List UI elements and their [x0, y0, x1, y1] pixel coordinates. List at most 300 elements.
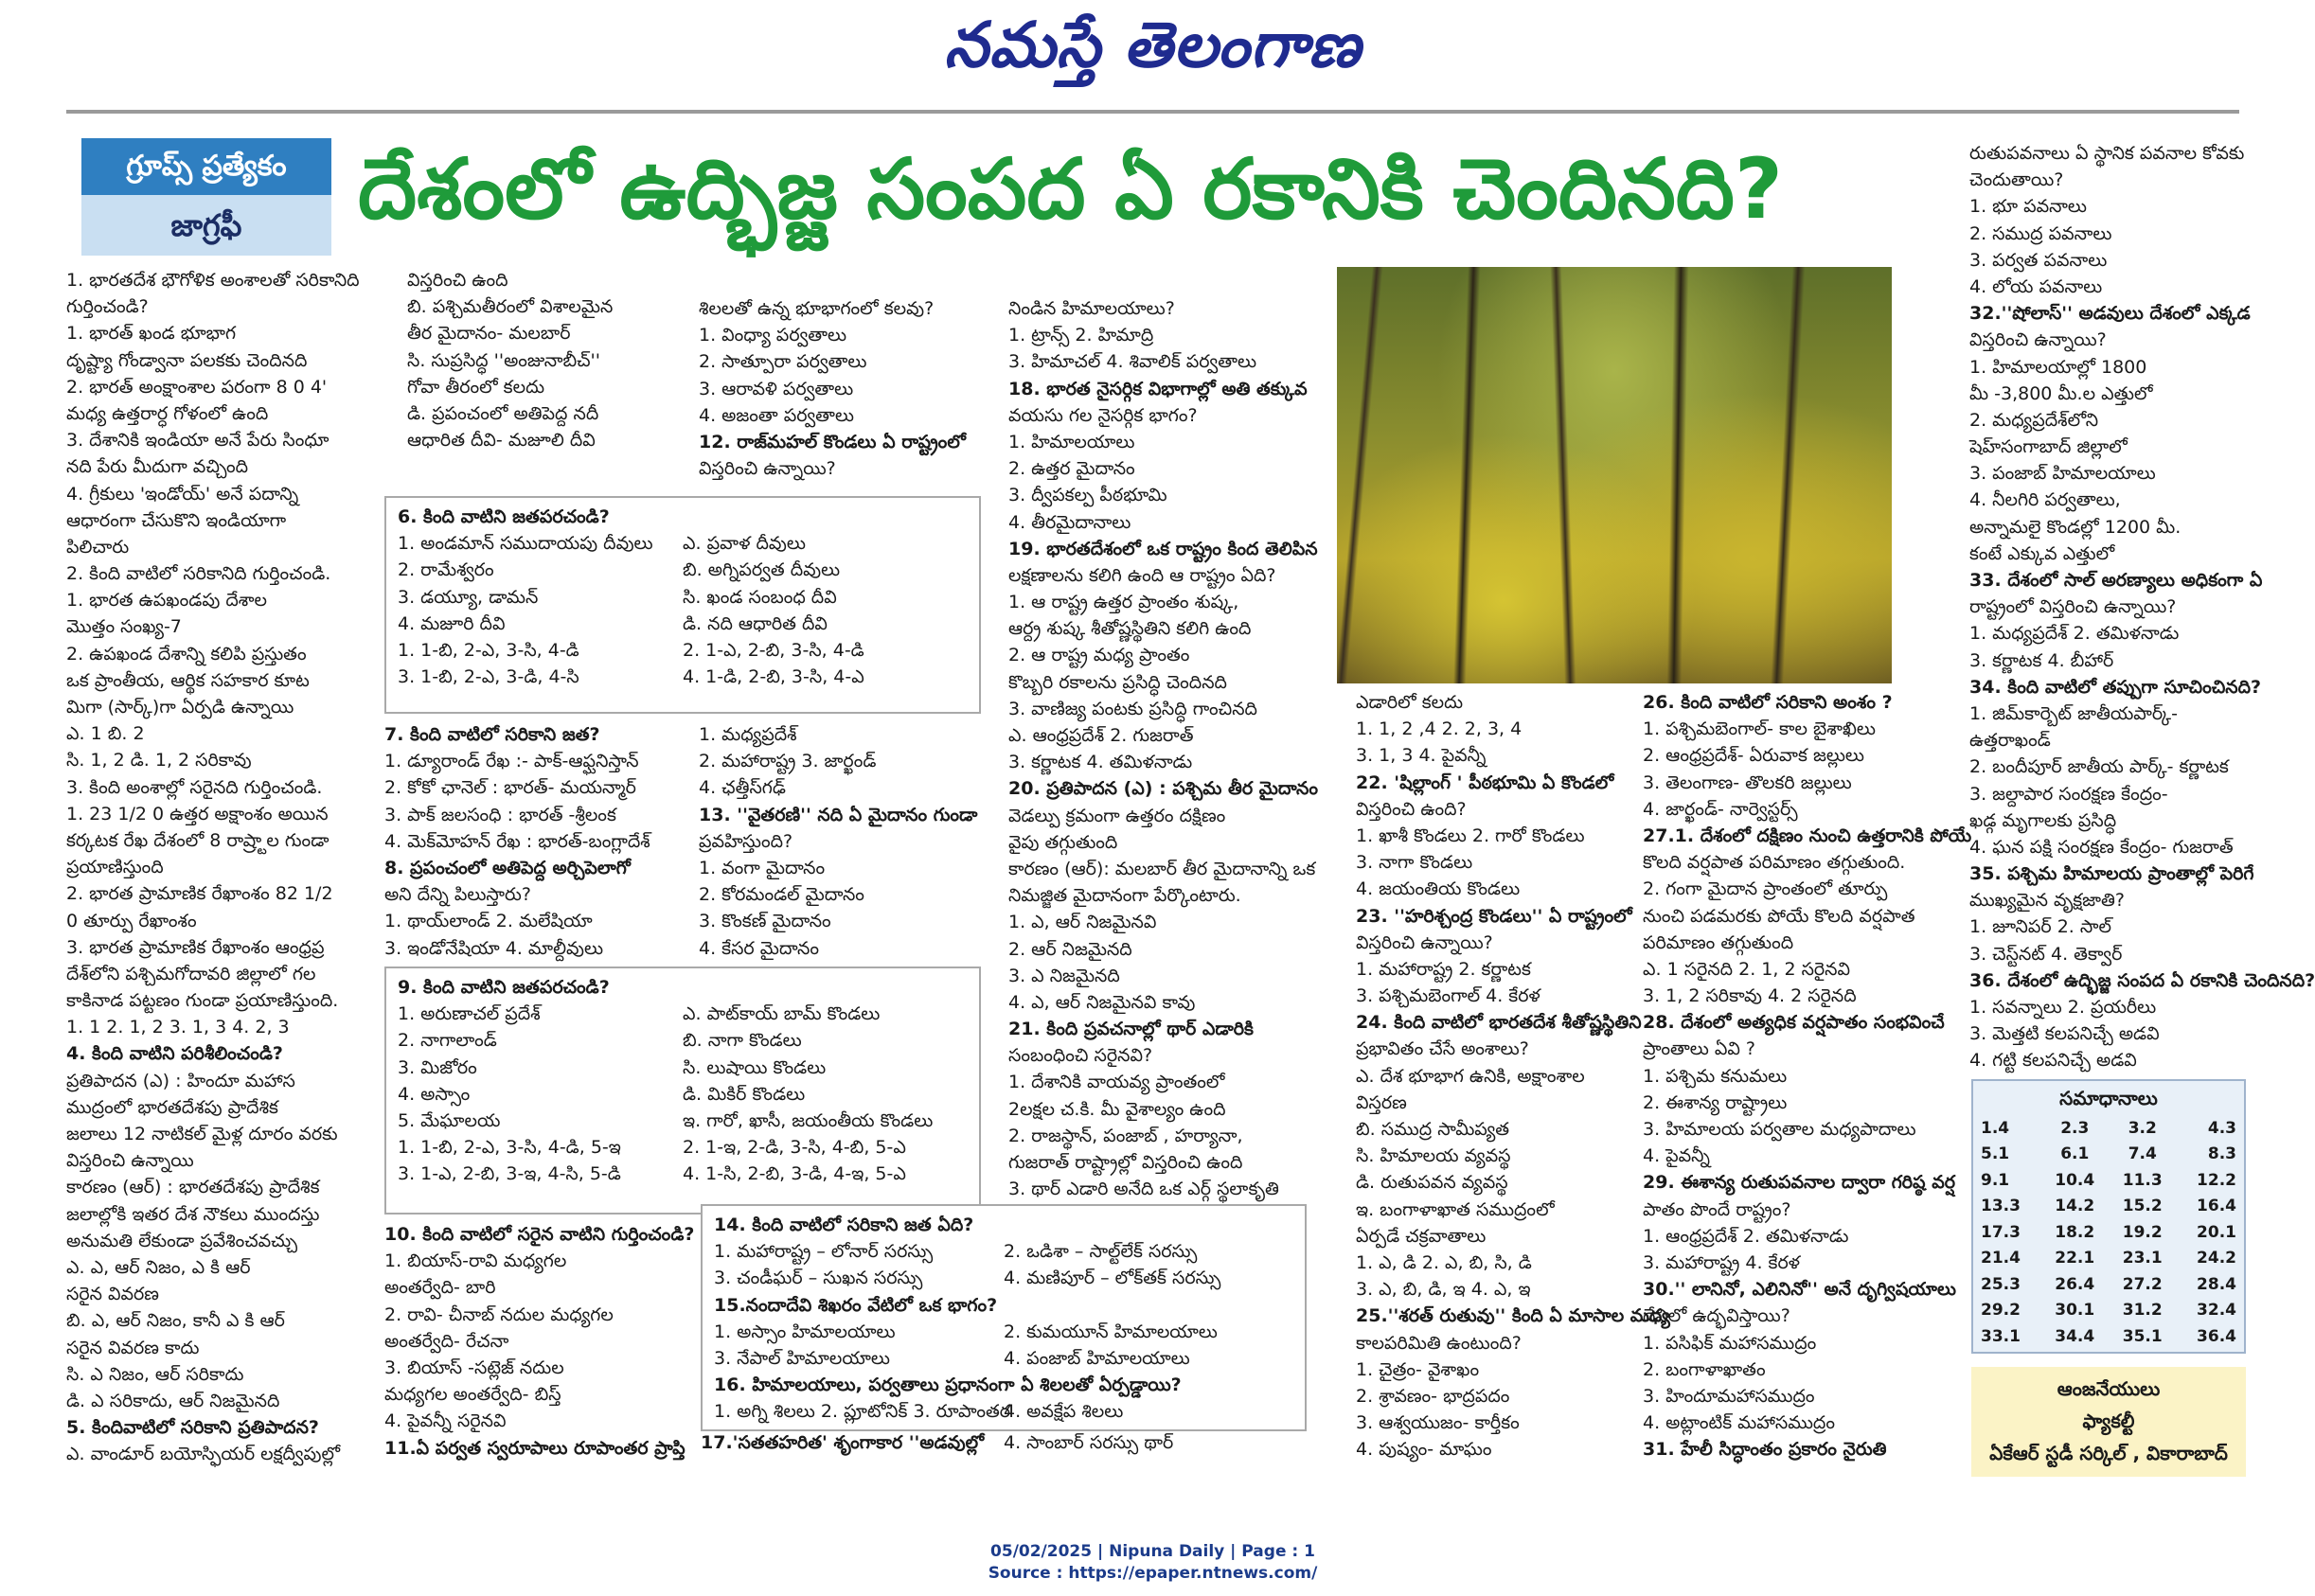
text-line: 11.ఏ పర్వత స్వరూపాలు రూపాంతర ప్రాప్తి: [384, 1437, 686, 1459]
forest-photo: [1337, 267, 1892, 683]
text-line: 10. కింది వాటిలో సరైన వాటిని గుర్తించండి?: [384, 1224, 695, 1245]
text-line: 3. నాగా కొండలు: [1356, 852, 1473, 874]
answer-cell: 20.1: [2197, 1222, 2236, 1242]
text-line: 3. బియాస్ -సట్లెజ్ నదుల: [384, 1357, 564, 1378]
text-line: 3. ఆరావళి పర్వతాలు: [699, 378, 854, 399]
answer-cell: 24.2: [2197, 1249, 2236, 1268]
text-line: 5. కిందివాటిలో సరికాని ప్రతిపాదన?: [66, 1417, 319, 1439]
column-2: [407, 267, 710, 453]
answer-cell: 25.3: [1981, 1274, 2021, 1294]
match-cell: 1. మహారాష్ట్ర – లోనార్ సరస్సు: [714, 1241, 934, 1263]
text-line: 2. ఆంధ్రప్రదేశ్- ఏరువాక జల్లులు: [1643, 745, 1864, 767]
text-line: మధ్యగల అంతర్వేది- బిస్త్: [384, 1384, 561, 1406]
text-line: 1. ఖాశీ కొండలు 2. గారో కొండలు: [1356, 825, 1585, 846]
text-line: తీర మైదానం- మలబార్: [407, 323, 571, 345]
answer-cell: 17.3: [1981, 1222, 2021, 1242]
text-line: ఒక ప్రాంతీయ, ఆర్థిక సహకార కూట: [66, 669, 310, 691]
match-cell: 1. అగ్ని శిలలు 2. ప్లూటోనిక్ 3. రూపాంతర: [714, 1401, 1011, 1423]
question-6-rows: [398, 530, 968, 690]
text-line: 1. థాయ్‌లాండ్ 2. మలేషియా: [384, 911, 593, 932]
answer-cell: 16.4: [2197, 1197, 2236, 1216]
text-line: ఎ. ఆంధ్రప్రదేశ్ 2. గుజరాత్: [1008, 725, 1194, 746]
text-line: రాష్ట్రంలో విస్తరించి ఉన్నాయి?: [1969, 596, 2177, 618]
question-6-box: [384, 496, 981, 714]
text-line: అంతర్వేది- బారి: [384, 1277, 496, 1299]
answer-cell: 8.3: [2207, 1144, 2236, 1164]
match-cell: 1. అరుణాచల్ ప్రదేశ్: [398, 1003, 541, 1025]
column-4: [1008, 295, 1330, 1202]
match-cell: సి. లుషాయి కొండలు: [683, 1056, 827, 1078]
text-line: జలాల్లోకి ఇతర దేశ నౌకలు ముందస్తు: [66, 1203, 320, 1225]
answer-cell: 34.4: [2055, 1326, 2095, 1346]
text-line: ముద్రంలో భారతదేశపు ప్రాదేశిక: [66, 1096, 278, 1118]
text-line: 3. ఎ నిజమైనది: [1008, 965, 1120, 986]
text-line: విస్తరణ: [1356, 1091, 1407, 1113]
match-cell: 15.నందాదేవి శిఖరం వేటిలో ఒక భాగం?: [714, 1294, 998, 1316]
match-row: [714, 1238, 1293, 1265]
text-line: 3. థార్ ఎడారి అనేది ఒక ఎర్గ్ స్థలాకృతి: [1008, 1179, 1279, 1200]
match-cell: 2. కుమయూన్ హిమాలయాలు: [1004, 1321, 1218, 1342]
match-cell: 3. 1-బి, 2-ఎ, 3-డి, 4-సి: [398, 666, 579, 688]
match-cell: 3. 1-ఎ, 2-బి, 3-ఇ, 4-సి, 5-డి: [398, 1163, 621, 1185]
text-line: 1. ఎ, డి 2. ఎ, బి, సి, డి: [1356, 1251, 1532, 1273]
text-line: లక్షణాలను కలిగి ఉంది ఆ రాష్ట్రం ఏది?: [1008, 564, 1276, 586]
text-line: సి. హిమాలయ వ్యవస్థ: [1356, 1145, 1511, 1167]
text-line: బి. పశ్చిమతీరంలో విశాలమైన: [407, 296, 614, 318]
text-line: 1. ఆంధ్రప్రదేశ్ 2. తమిళనాడు: [1643, 1225, 1849, 1247]
footer-source-line: Source : https://epaper.ntnews.com/: [988, 1564, 1318, 1583]
match-row: [398, 1161, 968, 1187]
text-line: 2. ఈశాన్య రాష్ట్రాలు: [1643, 1091, 1788, 1113]
column-7: [1969, 140, 2315, 1074]
text-line: విస్తరించి ఉన్నాయి?: [1969, 329, 2107, 351]
text-line: 2. సాత్పూరా పర్వతాలు: [699, 351, 867, 373]
text-line: 3. పశ్చిమబెంగాల్ 4. కేరళ: [1356, 985, 1540, 1007]
text-line: వయసు గల నైసర్గిక భాగం?: [1008, 404, 1198, 426]
text-line: 4. మెక్‌మోహన్ రేఖ : భారత్-బంగ్లాదేశ్: [384, 830, 650, 852]
text-line: 1. పశ్చిమబెంగాల్- కాల బైశాఖిలు: [1643, 718, 1876, 740]
match-cell: 3. నేపాల్ హిమాలయాలు: [714, 1347, 890, 1369]
text-line: 28. దేశంలో అత్యధిక వర్షపాతం సంభవించే: [1643, 1012, 1945, 1034]
text-line: 1. మధ్యప్రదేశ్: [699, 724, 797, 745]
text-line: 1. జిమ్‌కార్బెట్ జాతీయపార్క్-: [1969, 702, 2178, 724]
text-line: 2. శ్రావణం- భాద్రపదం: [1356, 1385, 1510, 1407]
questions-7-8: [384, 721, 697, 962]
match-cell: ఇ. గారో, ఖాసీ, జయంతీయ కొండలు: [683, 1109, 934, 1131]
column-5: [1356, 689, 1670, 1463]
text-line: కారణం (ఆర్) : భారతదేశపు ప్రాదేశిక: [66, 1177, 320, 1198]
text-line: 1. దేశానికి వాయవ్య ప్రాంతంలో: [1008, 1072, 1225, 1093]
column-3: [699, 295, 1011, 482]
answer-cell: 6.1: [2060, 1144, 2090, 1164]
text-line: మీ -3,800 మీ.ల ఎత్తులో: [1969, 382, 2153, 404]
text-line: వైపు తగ్గుతుంది: [1008, 831, 1118, 853]
match-row: [398, 637, 968, 664]
text-line: 1. జూనిపర్ 2. సాల్: [1969, 916, 2111, 938]
text-line: 4. కేసర మైదానం: [699, 937, 819, 959]
match-row: [398, 1081, 968, 1108]
match-row: [398, 557, 968, 583]
text-line: 1. ట్రాన్స్ 2. హిమాద్రి: [1008, 325, 1154, 346]
text-line: 3. పాక్ జలసంధి : భారత్ -శ్రీలంక: [384, 804, 616, 825]
answer-row: [1973, 1246, 2244, 1272]
text-line: ఎ. 1 బి. 2: [66, 723, 145, 745]
text-line: 25.''శరత్ రుతువు'' కింది ఏ మాసాల మధ్య: [1356, 1305, 1670, 1327]
answer-row: [1973, 1219, 2244, 1246]
text-line: 2. కింది వాటిలో సరికానిది గుర్తించండి.: [66, 563, 331, 585]
author-name: ఆంజనేయులు: [2057, 1377, 2161, 1400]
answer-key-table: [1973, 1115, 2244, 1350]
text-line: దృష్ట్యా గోండ్వానా పలకకు చెందినది: [66, 349, 308, 371]
text-line: ప్రతిపాదన (ఎ) : హిందూ మహాస: [66, 1070, 295, 1091]
text-line: సి. 1, 2 డి. 1, 2 సరికావు: [66, 750, 252, 771]
text-line: ప్రయాణిస్తుంది: [66, 857, 164, 878]
text-line: 2. రావి- చీనాబ్ నదుల మధ్యగల: [384, 1303, 614, 1325]
match-cell: 4. మజూరి దీవి: [398, 612, 506, 634]
text-line: ఏర్పడే చక్రవాతాలు: [1356, 1225, 1487, 1247]
text-line: 3. పర్వత పవనాలు: [1969, 249, 2108, 271]
answer-row: [1973, 1271, 2244, 1298]
text-line: 3. మెత్తటి కలపనిచ్చే అడవి: [1969, 1023, 2160, 1045]
match-cell: డి. మికిర్ కొండలు: [683, 1083, 806, 1105]
text-line: ఉత్తరాఖండ్: [1969, 730, 2051, 752]
text-line: కొబ్బరి రకాలను ప్రసిద్ధి చెందినది: [1008, 671, 1227, 693]
text-line: 3. 1, 3 4. పైవన్నీ: [1356, 745, 1487, 767]
header-rule: [66, 110, 2239, 114]
text-line: 23. ''హరిశ్చంద్ర కొండలు'' ఏ రాష్ట్రంలో: [1356, 905, 1632, 927]
text-line: ప్రాంతాలు ఏవి ?: [1643, 1038, 1756, 1060]
text-line: 18. భారత నైసర్గిక విభాగాల్లో అతి తక్కువ: [1008, 378, 1308, 399]
match-cell: 2. 1-ఎ, 2-బి, 3-సి, 4-డి: [683, 639, 864, 661]
text-line: సి. ఎ నిజం, ఆర్ సరికాదు: [66, 1363, 244, 1385]
text-line: పరిమాణం తగ్గుతుంది: [1643, 931, 1794, 953]
answer-cell: 22.1: [2055, 1249, 2095, 1268]
author-role: ఫ్యాకల్టీ: [2082, 1410, 2135, 1432]
text-line: కొలది వర్షపాత పరిమాణం తగ్గుతుంది.: [1643, 852, 1906, 874]
text-line: పాతం పొందే రాష్ట్రం?: [1643, 1198, 1791, 1220]
text-line: 3. పంజాబ్ హిమాలయాలు: [1969, 463, 2156, 485]
answer-cell: 7.4: [2128, 1144, 2157, 1164]
text-line: వెడల్పు క్రమంగా ఉత్తరం దక్షిణం: [1008, 805, 1226, 826]
text-line: 1. 1 2. 1, 2 3. 1, 3 4. 2, 3: [66, 1017, 290, 1038]
text-line: 1. వంగా మైదానం: [699, 857, 826, 878]
text-line: పిలిచారు: [66, 536, 130, 558]
text-line: 3. ఎ, బి, డి, ఇ 4. ఎ, ఇ: [1356, 1279, 1531, 1301]
text-line: 2. సముద్ర పవనాలు: [1969, 222, 2112, 244]
text-line: 1. మధ్యప్రదేశ్ 2. తమిళనాడు: [1969, 623, 2180, 645]
text-line: 4. కింది వాటిని పరిశీలించండి?: [66, 1043, 283, 1065]
text-line: 4. ఎ, ఆర్ నిజమైనవి కావు: [1008, 991, 1196, 1013]
text-line: 36. దేశంలో ఉద్భిజ్జ సంపద ఏ రకానికి చెందినది?: [1969, 969, 2315, 991]
text-line: కారణం (ఆర్): మలబార్ తీర మైదానాన్ని ఒక: [1008, 858, 1316, 879]
text-line: 4. పైవన్నీ సరైనవి: [384, 1410, 507, 1432]
text-line: 3. ఆశ్వయుజం- కార్తీకం: [1356, 1412, 1520, 1434]
text-line: 4. గట్టి కలపనిచ్చే అడవి: [1969, 1050, 2137, 1072]
answer-cell: 12.2: [2197, 1170, 2236, 1190]
text-line: 1. సవన్నాలు 2. ప్రయరీలు: [1969, 997, 2157, 1018]
answer-cell: 31.2: [2122, 1301, 2163, 1321]
text-line: 4. అజంతా పర్వతాలు: [699, 404, 854, 426]
match-cell: ఎ. పాట్‌కాయ్ బామ్ కొండలు: [683, 1003, 881, 1025]
section-badge: [81, 138, 331, 256]
text-line: 8. ప్రపంచంలో అతిపెద్ద అర్చిపెలాగో: [384, 857, 631, 878]
text-line: నిండిన హిమాలయాలు?: [1008, 298, 1175, 319]
match-row: [398, 1055, 968, 1081]
text-line: దేశ్‌లోని పశ్చిమగోదావరి జిల్లాలో గల: [66, 963, 316, 984]
text-line: 1. డ్యూరాండ్ రేఖ :- పాక్-ఆఫ్ఘనిస్తాన్: [384, 751, 639, 772]
text-line: విస్తరించి ఉన్నాయి: [66, 1150, 194, 1172]
text-line: డి. ఎ సరికాదు, ఆర్ నిజమైనది: [66, 1390, 280, 1411]
match-cell: డి. నది ఆధారిత దీవి: [683, 612, 828, 634]
masthead: [0, 8, 2306, 98]
answer-row: [1973, 1298, 2244, 1324]
text-line: 2. ఆ రాష్ట్ర మధ్య ప్రాంతం: [1008, 645, 1190, 666]
answer-cell: 26.4: [2055, 1274, 2095, 1294]
match-cell: 2. రామేశ్వరం: [398, 559, 494, 581]
question-17: 17.'సతతహరిత' శృంగాకార ''అడవుల్లో: [701, 1432, 985, 1453]
text-line: ఆధారంగా చేసుకొని ఇండియాగా: [66, 509, 287, 531]
text-line: 27.1. దేశంలో దక్షిణం నుంచి ఉత్తరానికి పోయే: [1643, 825, 1972, 846]
text-line: విస్తరించి ఉంది?: [1356, 798, 1467, 820]
answer-cell: 2.3: [2060, 1118, 2090, 1138]
text-line: 32.''షోలాస్'' అడవులు దేశంలో ఎక్కడ: [1969, 303, 2251, 325]
text-line: 3. హిందూమహాసముద్రం: [1643, 1385, 1815, 1407]
text-line: గుజరాత్ రాష్ట్రాల్లో విస్తరించి ఉంది: [1008, 1152, 1243, 1173]
match-row: [398, 664, 968, 690]
match-row: [714, 1292, 1293, 1319]
text-line: అన్నామలై కొండల్లో 1200 మీ.: [1969, 516, 2181, 538]
question-9-box: [384, 966, 981, 1215]
text-line: 2లక్షల చ.కి. మీ వైశాల్యం ఉంది: [1008, 1098, 1226, 1120]
text-line: అంతర్వేది- రేచనా: [384, 1330, 509, 1352]
text-line: సంబంధించి సరైనవి?: [1008, 1045, 1153, 1067]
answer-cell: 27.2: [2122, 1274, 2163, 1294]
text-line: మధ్య ఉత్తరార్ధ గోళంలో ఉంది: [66, 402, 269, 424]
text-line: 4. పుష్యం- మాఘం: [1356, 1439, 1492, 1461]
answer-row: [1973, 1167, 2244, 1194]
text-line: 2. మధ్యప్రదేశ్‌లోని: [1969, 409, 2099, 431]
text-line: 1. హిమాలయాల్లో 1800: [1969, 356, 2147, 378]
text-line: నుంచి పడమరకు పోయే కొలది వర్షపాత: [1643, 905, 1915, 927]
text-line: 34. కింది వాటిలో తప్పుగా సూచించినది?: [1969, 676, 2262, 698]
text-line: మిగా (సార్క్)గా ఏర్పడి ఉన్నాయి: [66, 697, 294, 718]
text-line: 1. మహారాష్ట్ర 2. కర్ణాటక: [1356, 958, 1531, 980]
match-cell: బి. నాగా కొండలు: [683, 1030, 802, 1052]
answer-row: [1973, 1115, 2244, 1142]
text-line: కాకినాడ పట్టణం గుండా ప్రయాణిస్తుంది.: [66, 990, 339, 1012]
match-cell: 2. 1-ఇ, 2-డి, 3-సి, 4-బి, 5-ఎ: [683, 1137, 906, 1159]
answer-cell: 10.4: [2055, 1170, 2095, 1190]
questions-10-11: [384, 1221, 697, 1462]
text-line: అనుమతి లేకుండా ప్రవేశించవచ్చు: [66, 1230, 298, 1251]
answer-cell: 18.2: [2055, 1222, 2095, 1242]
text-line: 4. జయంతియ కొండలు: [1356, 878, 1521, 900]
match-cell: 2. ఒడిశా – సాల్ట్‌లేక్ సరస్సు: [1004, 1241, 1198, 1263]
text-line: 30.'' లానినో, ఎలినినో'' అనే దృగ్విషయాలు: [1643, 1279, 1956, 1301]
text-line: ముఖ్యమైన వృక్షజాతి?: [1969, 890, 2125, 912]
text-line: 3. కర్ణాటక 4. బీహార్: [1969, 649, 2114, 671]
answer-key: [1971, 1079, 2246, 1354]
footer-date-line: 05/02/2025 | Nipuna Daily | Page : 1: [990, 1542, 1315, 1561]
text-line: ఎ. 1 సరైనది 2. 1, 2 సరైనవి: [1643, 958, 1851, 980]
text-line: 3. భారత ప్రామాణిక రేఖాంశం ఆంధ్రప్ర: [66, 936, 325, 958]
text-line: గోవా తీరంలో కలదు: [407, 376, 545, 398]
text-line: 24. కింది వాటిలో భారతదేశ శీతోష్ణస్థితిని: [1356, 1012, 1642, 1034]
text-line: 1. పసిఫిక్ మహాసముద్రం: [1643, 1332, 1817, 1354]
text-line: 4. ఘన పక్షి సంరక్షణ కేంద్రం- గుజరాత్: [1969, 836, 2234, 858]
text-line: 2. బందీపూర్ జాతీయ పార్క్- కర్ణాటక: [1969, 756, 2229, 778]
text-line: కంటే ఎక్కువ ఎత్తులో: [1969, 542, 2115, 564]
text-line: సరైన వివరణ కాదు: [66, 1337, 200, 1358]
text-line: ఎ. ఎ, ఆర్ నిజం, ఎ కి ఆర్: [66, 1256, 251, 1278]
text-line: 1. ఆ రాష్ట్ర ఉత్తర ప్రాంతం శుష్క,: [1008, 592, 1239, 613]
text-line: కర్కటక రేఖ దేశంలో 8 రాష్ర్టాల గుండా: [66, 829, 329, 851]
text-line: 4. లోయ పవనాలు: [1969, 275, 2103, 297]
answer-cell: 14.2: [2055, 1197, 2095, 1216]
answer-cell: 11.3: [2122, 1170, 2163, 1190]
match-cell: 16. హిమాలయాలు, పర్వతాలు ప్రధానంగా ఏ శిలలతో ఏర్పడ్డాయి?: [714, 1374, 1182, 1396]
match-cell: 1. అండమాన్ సముదాయపు దీవులు: [398, 533, 653, 555]
text-line: 29. ఈశాన్య రుతుపవనాల ద్వారా గరిష్ఠ వర్ష: [1643, 1172, 1955, 1194]
match-row: [714, 1345, 1293, 1372]
text-line: 1. 23 1/2 0 ఉత్తర అక్షాంశం అయిన: [66, 803, 329, 825]
text-line: 2. కోకో ఛానెల్ : భారత్- మయన్మార్: [384, 777, 636, 799]
text-line: 0 తూర్పు రేఖాంశం: [66, 910, 197, 931]
question-6-title: 6. కింది వాటిని జతపరచండి?: [398, 506, 610, 527]
text-line: 13. ''వైతరణి'' నది ఏ మైదానం గుండా: [699, 804, 978, 825]
answer-cell: 35.1: [2122, 1326, 2163, 1346]
answer-cell: 33.1: [1981, 1326, 2021, 1346]
text-line: ఆధారిత దీవి- మజూలి దీవి: [407, 430, 596, 452]
text-line: 1. పశ్చిమ కనుమలు: [1643, 1065, 1788, 1087]
text-line: 1. భారత్ ఖండ భూభాగ: [66, 323, 237, 345]
text-line: నది పేరు మీదుగా వచ్చింది: [66, 456, 249, 478]
text-line: రుతుపవనాలు ఏ స్థానిక పవనాల కోవకు: [1969, 143, 2245, 164]
text-line: 2. ఆర్ నిజమైనది: [1008, 938, 1132, 960]
text-line: 3. తెలంగాణ- తొలకరి జల్లులు: [1643, 771, 1852, 793]
text-line: 1. భారతదేశ భౌగోళిక అంశాలతో సరికానిది: [66, 270, 360, 291]
answer-cell: 21.4: [1981, 1249, 2021, 1268]
match-cell: 1. అస్సాం హిమాలయాలు: [714, 1321, 896, 1342]
match-cell: 2. నాగాలాండ్: [398, 1030, 497, 1052]
match-row: [714, 1372, 1293, 1398]
text-line: 20. ప్రతిపాదన (ఎ) : పశ్చిమ తీర మైదానం: [1008, 778, 1318, 800]
text-line: జలాలు 12 నాటికల్ మైళ్ల దూరం వరకు: [66, 1124, 338, 1144]
text-line: 2. భారత ప్రామాణిక రేఖాంశం 82 1/2: [66, 883, 333, 905]
match-row: [398, 1108, 968, 1134]
text-line: ప్రభావితం చేసే అంశాలు?: [1356, 1038, 1529, 1060]
match-cell: 4. 1-డి, 2-బి, 3-సి, 4-ఎ: [683, 666, 864, 688]
text-line: 3. మహారాష్ట్ర 4. కేరళ: [1643, 1251, 1800, 1273]
question-17-option: 4. సాంబార్ సరస్సు థార్: [1004, 1432, 1174, 1453]
match-cell: ఎ. ప్రవాళ దీవులు: [683, 533, 806, 555]
match-cell: 4. అస్సాం: [398, 1083, 471, 1105]
text-line: ప్రవహిస్తుంది?: [699, 830, 793, 852]
text-line: 4. అట్లాంటిక్ మహాసముద్రం: [1643, 1412, 1835, 1434]
question-9-rows: [398, 1001, 968, 1187]
text-line: 1. వింధ్యా పర్వతాలు: [699, 325, 847, 346]
author-org: ఏకేఆర్ స్టడీ సర్కిల్ , వికారాబాద్: [1989, 1442, 2228, 1464]
text-line: 3. హిమాలయ పర్వతాల మధ్యపాదాలు: [1643, 1119, 1916, 1140]
match-cell: 3. మిజోరం: [398, 1056, 477, 1078]
text-line: సరైన వివరణ: [66, 1284, 159, 1305]
answer-cell: 13.3: [1981, 1197, 2021, 1216]
answer-cell: 28.4: [2197, 1274, 2236, 1294]
text-line: అని దేన్ని పిలుస్తారు?: [384, 884, 531, 906]
text-line: 35. పశ్చిమ హిమాలయ ప్రాంతాల్లో పెరిగే: [1969, 863, 2254, 885]
text-line: 4. తీరమైదానాలు: [1008, 511, 1131, 533]
text-line: 2. బంగాళాఖాతం: [1643, 1358, 1766, 1380]
text-line: దేనిలో ఉద్భవిస్తాయి?: [1643, 1305, 1790, 1327]
text-line: 19. భారతదేశంలో ఒక రాష్ట్రం కింద తెలిపిన: [1008, 538, 1318, 559]
answer-cell: 36.4: [2197, 1326, 2236, 1346]
match-cell: 1. 1-బి, 2-ఎ, 3-సి, 4-డి: [398, 639, 579, 661]
answer-cell: 1.4: [1981, 1118, 2010, 1138]
column-6: [1643, 689, 1972, 1463]
author-box: [1971, 1367, 2246, 1477]
answer-cell: 5.1: [1981, 1144, 2010, 1164]
badge-groups: గ్రూప్స్ ప్రత్యేకం: [81, 138, 331, 195]
answer-cell: 9.1: [1981, 1170, 2010, 1190]
text-line: ఆర్ద్ర శుష్క శీతోష్ణస్థితిని కలిగి ఉంది: [1008, 618, 1252, 640]
text-line: 1. భూ పవనాలు: [1969, 196, 2087, 218]
match-row: [714, 1398, 1293, 1425]
text-line: 1. భారత ఉపఖండపు దేశాల: [66, 590, 267, 612]
text-line: 3. కర్ణాటక 4. తమిళనాడు: [1008, 752, 1193, 773]
column-1: [66, 267, 379, 1467]
match-row: [714, 1212, 1293, 1238]
text-line: గుర్తించండి?: [66, 296, 149, 318]
match-cell: 4. పంజాబ్ హిమాలయాలు: [1004, 1347, 1190, 1369]
answer-cell: 19.2: [2122, 1222, 2163, 1242]
match-row: [398, 584, 968, 611]
answer-cell: 30.1: [2055, 1301, 2095, 1321]
text-line: విస్తరించి ఉన్నాయి?: [1356, 931, 1493, 953]
text-line: 3. కింది అంశాల్లో సరైనది గుర్తించండి.: [66, 776, 323, 798]
answer-key-title: సమాధానాలు: [2059, 1087, 2158, 1109]
text-line: 2. రాజస్థాన్, పంజాబ్ , హర్యానా,: [1008, 1125, 1243, 1146]
text-line: 3. ద్వీపకల్ప పీఠభూమి: [1008, 485, 1167, 506]
text-line: ఖడ్గ మృగాలకు ప్రసిద్ధి: [1969, 809, 2117, 831]
text-line: 3. జల్దాపార సంరక్షణ కేంద్రం-: [1969, 783, 2168, 805]
text-line: ఎడారిలో కలదు: [1356, 692, 1464, 713]
text-line: బి. సముద్ర సామీప్యత: [1356, 1119, 1510, 1140]
text-line: కాలపరిమితి ఉంటుంది?: [1356, 1332, 1522, 1354]
text-line: 33. దేశంలో సాల్ అరణ్యాలు అధికంగా ఏ: [1969, 570, 2263, 591]
text-line: 4. నీలగిరి పర్వతాలు,: [1969, 489, 2121, 511]
text-line: ఇ. బంగాళాఖాత సముద్రంలో: [1356, 1198, 1555, 1220]
text-line: 2. ఉత్తర మైదానం: [1008, 458, 1135, 480]
answer-row: [1973, 1142, 2244, 1168]
text-line: ఎ. దేశ భూభాగ ఉనికి, అక్షాంశాల: [1356, 1065, 1585, 1087]
questions-14-16-box: [701, 1204, 1307, 1431]
text-line: డి. ప్రపంచంలో అతిపెద్ద నదీ: [407, 402, 599, 424]
question-9-title: 9. కింది వాటిని జతపరచండి?: [398, 977, 610, 998]
match-cell: 5. మేఘాలయ: [398, 1109, 501, 1131]
text-line: 2. మహారాష్ట్ర 3. జార్ఖండ్: [699, 751, 877, 772]
text-line: 3. వాణిజ్య పంటకు ప్రసిద్ధి గాంచినది: [1008, 698, 1257, 719]
text-line: 1. హిమాలయాలు: [1008, 431, 1135, 452]
answer-row: [1973, 1323, 2244, 1350]
answer-row: [1973, 1194, 2244, 1220]
answer-cell: 15.2: [2122, 1197, 2163, 1216]
text-line: 26. కింది వాటిలో సరికాని అంశం ?: [1643, 692, 1893, 713]
match-row: [398, 611, 968, 637]
match-cell: 14. కింది వాటిలో సరికాని జత ఏది?: [714, 1215, 974, 1235]
match-cell: 1. 1-బి, 2-ఎ, 3-సి, 4-డి, 5-ఇ: [398, 1137, 621, 1159]
text-line: 31. హేలీ సిద్ధాంతం ప్రకారం నైరుతి: [1643, 1439, 1887, 1461]
text-line: 1. బియాస్-రావి మధ్యగల: [384, 1250, 567, 1272]
